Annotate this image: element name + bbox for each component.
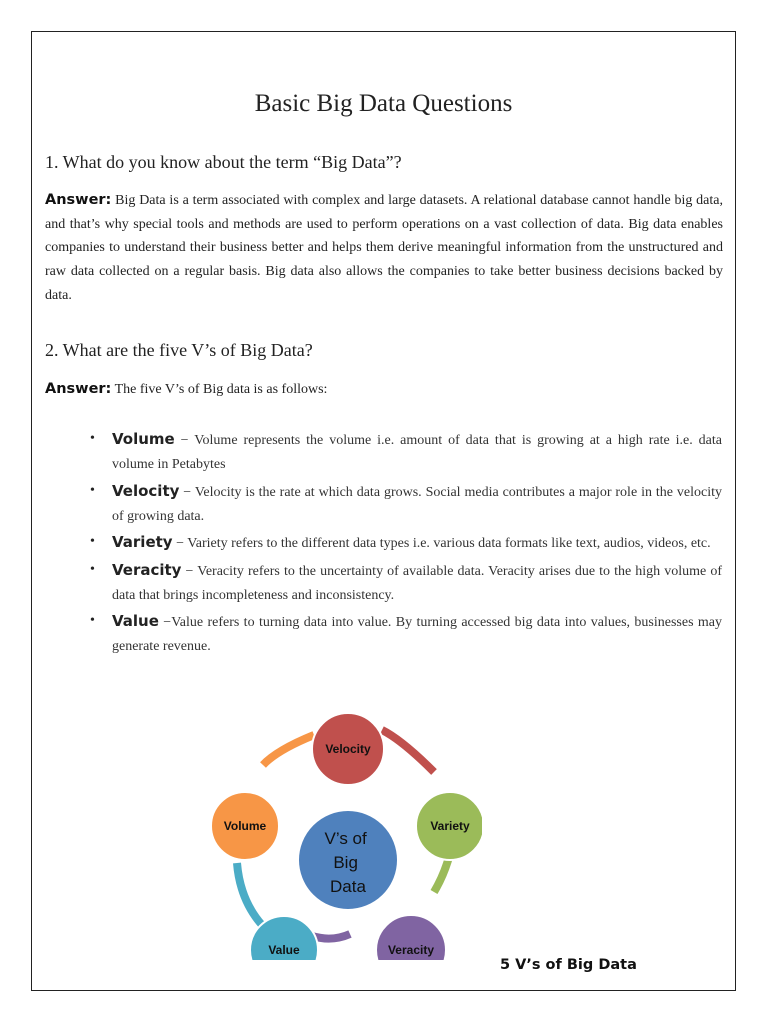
answer-2 (45, 378, 723, 402)
list-item-value (90, 609, 722, 659)
answer-1 (45, 189, 723, 308)
term-separator: − (172, 536, 188, 551)
connector-veracity-value (312, 934, 350, 939)
desc-volume: Volume represents the volume i.e. amount of data that is growing at a high rate i.e. data volume in Petabytes (112, 433, 722, 472)
list-item-volume (90, 427, 722, 477)
bullet-icon: • (90, 482, 95, 498)
term-variety: Variety (112, 533, 173, 551)
term-separator: − (174, 433, 195, 448)
desc-velocity: Velocity is the rate at which data grows. Social media contributes a major role in the velocity of growing data. (112, 484, 722, 524)
node-variety-label: Variety (430, 819, 470, 833)
diagram-caption: 5 V’s of Big Data (500, 957, 637, 973)
term-separator: − (158, 615, 172, 630)
five-vs-list (90, 427, 722, 661)
bullet-icon: • (90, 613, 95, 628)
page-title: Basic Big Data Questions (254, 90, 513, 117)
connector-volume-velocity (263, 735, 314, 765)
desc-value: Value refers to turning data into value. By turning accessed big data into values, businesses may generate revenue. (112, 615, 722, 654)
center-label-line-3: Data (330, 877, 366, 896)
list-item-variety (90, 530, 722, 556)
bullet-icon: • (90, 534, 95, 549)
document-page (31, 31, 736, 991)
answer-2-label: Answer: (45, 381, 112, 397)
center-label-line-1: V’s of (324, 829, 367, 848)
term-separator: − (179, 484, 195, 500)
center-label-line-2: Big (333, 853, 358, 872)
answer-1-text: Big Data is a term associated with complex and large datasets. A relational database cannot handle big data, and that’s why special tools and methods are used to perform operations on a vast collection of data. Big data enables companies to understand their business better and helps them derive meaningful information from the unstructured and raw data collected on a regular basis. Big data also allows the companies to take better business decisions backed by data. (45, 193, 724, 303)
five-vs-diagram (162, 680, 482, 960)
node-volume-label: Volume (223, 819, 267, 833)
connector-value-volume (237, 863, 262, 925)
connector-velocity-variety (382, 730, 434, 772)
node-veracity-label: Veracity (387, 943, 435, 957)
list-item-veracity (90, 558, 722, 608)
term-veracity: Veracity (112, 560, 182, 579)
bullet-icon: • (90, 431, 95, 446)
desc-veracity: Veracity refers to the uncertainty of available data. Veracity arises due to the high volume of data that brings incompleteness and inconsistency. (112, 563, 722, 603)
term-velocity: Velocity (112, 481, 180, 500)
term-value: Value (112, 612, 159, 630)
desc-variety: Variety refers to the different data types i.e. various data formats like text, audios, videos, etc. (187, 536, 711, 551)
node-value-label: Value (268, 943, 300, 957)
question-2-heading: 2. What are the five V’s of Big Data? (45, 340, 313, 360)
node-velocity-label: Velocity (325, 742, 371, 756)
question-1-heading: 1. What do you know about the term “Big Data”? (45, 152, 402, 172)
answer-1-label: Answer: (45, 192, 112, 208)
bullet-icon: • (90, 561, 95, 577)
list-item-velocity (90, 479, 722, 529)
term-separator: − (181, 563, 198, 579)
term-volume: Volume (112, 430, 175, 448)
answer-2-text: The five V’s of Big data is as follows: (114, 382, 328, 397)
